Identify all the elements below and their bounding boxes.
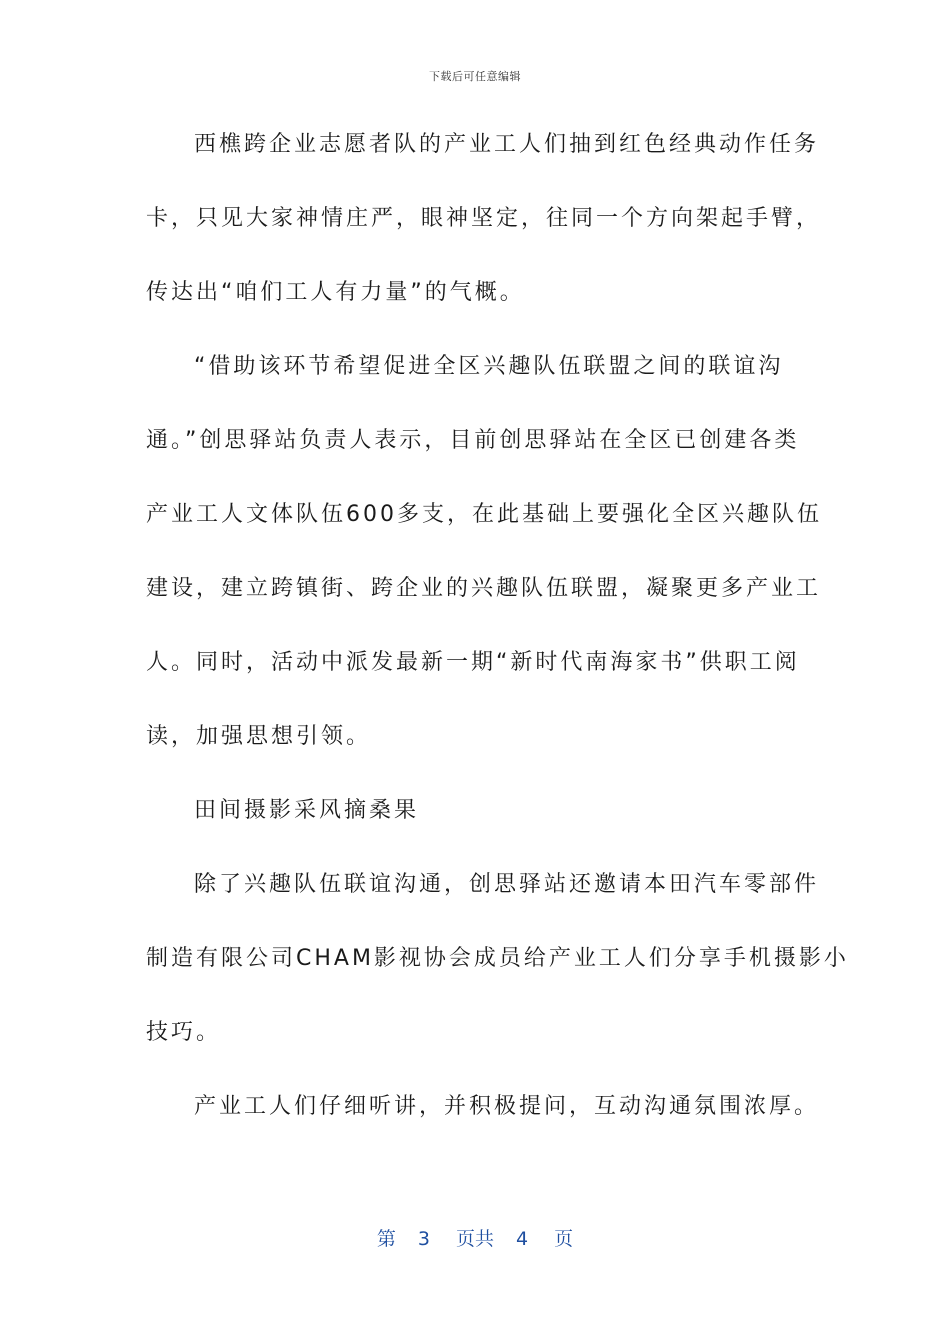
- paragraph-line: 读，加强思想引领。: [146, 724, 372, 749]
- paragraph-line: 西樵跨企业志愿者队的产业工人们抽到红色经典动作任务: [194, 132, 820, 157]
- current-page-number: 3: [417, 1228, 430, 1250]
- paragraph-line: 建设，建立跨镇街、跨企业的兴趣队伍联盟，凝聚更多产业工: [146, 576, 822, 601]
- paragraph-line: 传达出“咱们工人有力量”的气概。: [146, 280, 525, 305]
- page-label-suffix: 页: [554, 1228, 574, 1250]
- section-heading: 田间摄影采风摘桑果: [194, 798, 420, 823]
- paragraph-line: 产业工人文体队伍600多支，在此基础上要强化全区兴趣队伍: [146, 502, 822, 527]
- page-label-prefix: 第: [376, 1228, 396, 1250]
- paragraph-line: 制造有限公司CHAM影视协会成员给产业工人们分享手机摄影小: [146, 946, 849, 971]
- page-label-middle: 页共: [455, 1228, 494, 1250]
- page-header: 下载后可任意编辑: [429, 70, 521, 83]
- paragraph-line: 技巧。: [146, 1020, 222, 1045]
- paragraph-line: 通。”创思驿站负责人表示，目前创思驿站在全区已创建各类: [146, 428, 800, 453]
- paragraph-line: 产业工人们仔细听讲，并积极提问，互动沟通氛围浓厚。: [194, 1094, 820, 1119]
- page-footer: [0, 1224, 950, 1251]
- paragraph-line: 卡，只见大家神情庄严，眼神坚定，往同一个方向架起手臂，: [146, 206, 822, 231]
- paragraph-line: 人。同时，活动中派发最新一期“新时代南海家书”供职工阅: [146, 650, 800, 675]
- paragraph-line: 除了兴趣队伍联谊沟通，创思驿站还邀请本田汽车零部件: [194, 872, 820, 897]
- paragraph-line: “借助该环节希望促进全区兴趣队伍联盟之间的联谊沟: [194, 354, 784, 379]
- total-pages-number: 4: [516, 1228, 529, 1250]
- document-body: [146, 122, 849, 1158]
